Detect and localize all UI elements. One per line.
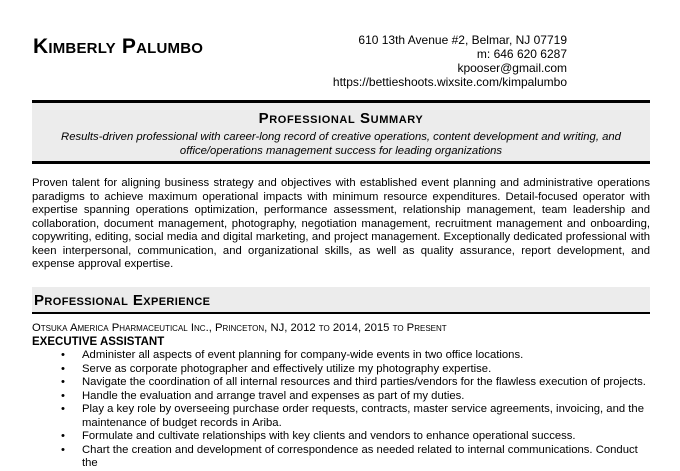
summary-band	[32, 100, 650, 164]
email[interactable]: kpooser@gmail.com	[457, 61, 567, 75]
duties-list	[32, 349, 650, 471]
list-item: • Handle the evaluation and arrange travel and expenses as part of my duties.	[32, 390, 650, 404]
list-item: • Navigate the coordination of all internal resources and third parties/vendors for the flawless execution of projects.	[32, 376, 650, 390]
list-item: • Chart the creation and development of correspondence as needed related to internal communications. Conduct the	[32, 444, 650, 471]
summary-tagline: Results-driven professional with career-long record of creative operations, content development and writing, and office/operations management success for leading organizations	[61, 131, 621, 157]
list-item: • Play a key role by overseeing purchase order requests, contracts, master service agreements, invoicing, and the maintenance of budget records in Ariba.	[32, 403, 650, 430]
job-title: EXECUTIVE ASSISTANT	[32, 336, 165, 348]
employer-line: Otsuka America Pharmaceutical Inc., Princeton, NJ, 2012 to 2014, 2015 to Present	[32, 322, 447, 334]
summary-paragraph: Proven talent for aligning business strategy and objectives with established event planning and administrative operations paradigms to achieve maximum operational impacts with minimum resource expenditures. Detail-focused operator with expertise spanning operations optimization, performance assessment, relationship management, team leadership and collaboration, document management, photography, negotiation management, recruitment management and onboarding, copywriting, editing, social media and digital marketing, and project management. Exceptionally dedicated professional with keen interpersonal, communication, and organizational skills, as well as quality assurance, report development, and expense approval expertise.	[32, 177, 650, 270]
experience-heading: Professional Experience	[34, 292, 211, 309]
contact-block	[333, 33, 567, 89]
phone: m: 646 620 6287	[476, 47, 567, 61]
list-item: • Administer all aspects of event planning for company-wide events in two office locations.	[32, 349, 650, 363]
summary-heading: Professional Summary	[258, 110, 424, 127]
experience-band	[32, 287, 650, 314]
list-item: • Serve as corporate photographer and effectively utilize my photography expertise.	[32, 363, 650, 377]
list-item: • Formulate and cultivate relationships with key clients and vendors to enhance operational success.	[32, 430, 650, 444]
website-link[interactable]: https://bettieshoots.wixsite.com/kimpalumbo	[332, 75, 567, 89]
candidate-name: Kimberly Palumbo	[33, 35, 204, 58]
address: 610 13th Avenue #2, Belmar, NJ 07719	[358, 33, 567, 47]
